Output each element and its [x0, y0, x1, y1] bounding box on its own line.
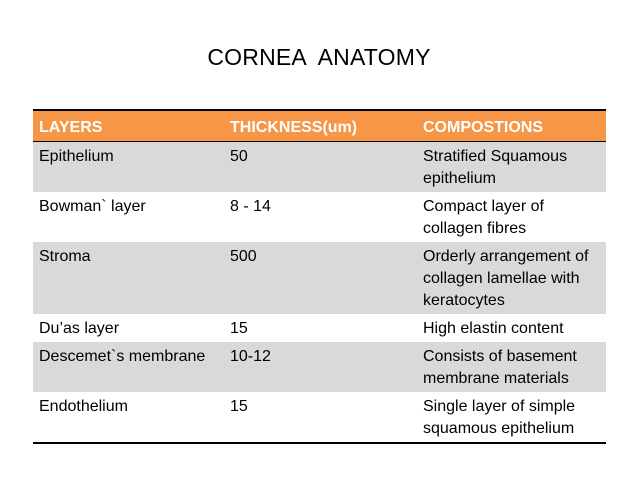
- layer-name: Bowman` layer: [39, 198, 146, 215]
- layer-name: Descemet`s membrane: [39, 348, 206, 365]
- layer-thickness: 15: [230, 398, 248, 415]
- table-row: [33, 192, 606, 242]
- table-header-row: [33, 110, 606, 142]
- slide-title: CORNEA ANATOMY: [207, 44, 431, 70]
- table-row: [33, 314, 606, 342]
- layer-thickness: 15: [230, 320, 248, 337]
- layer-composition: Compact layer of collagen fibres: [423, 198, 544, 237]
- layer-name: Endothelium: [39, 398, 128, 415]
- table-row: [33, 342, 606, 392]
- header-thickness: THICKNESS(um): [230, 119, 358, 136]
- layer-thickness: 8 - 14: [230, 198, 271, 215]
- layer-name: Du’as layer: [39, 320, 120, 337]
- table-row: [33, 242, 606, 314]
- layer-composition: Orderly arrangement of collagen lamellae with keratocytes: [423, 248, 589, 309]
- layer-composition: Consists of basement membrane materials: [423, 348, 577, 387]
- table-row: [33, 142, 606, 193]
- layer-name: Epithelium: [39, 148, 114, 165]
- header-layers: LAYERS: [39, 119, 103, 136]
- table-row: [33, 392, 606, 443]
- header-compositions: COMPOSTIONS: [423, 119, 544, 136]
- layer-composition: High elastin content: [423, 320, 564, 337]
- layer-name: Stroma: [39, 248, 91, 265]
- layer-thickness: 50: [230, 148, 248, 165]
- cornea-layers-table: [33, 109, 606, 444]
- layer-thickness: 500: [230, 248, 257, 265]
- layer-composition: Stratified Squamous epithelium: [423, 148, 568, 187]
- layer-composition: Single layer of simple squamous epithelium: [423, 398, 576, 437]
- layer-thickness: 10-12: [230, 348, 271, 365]
